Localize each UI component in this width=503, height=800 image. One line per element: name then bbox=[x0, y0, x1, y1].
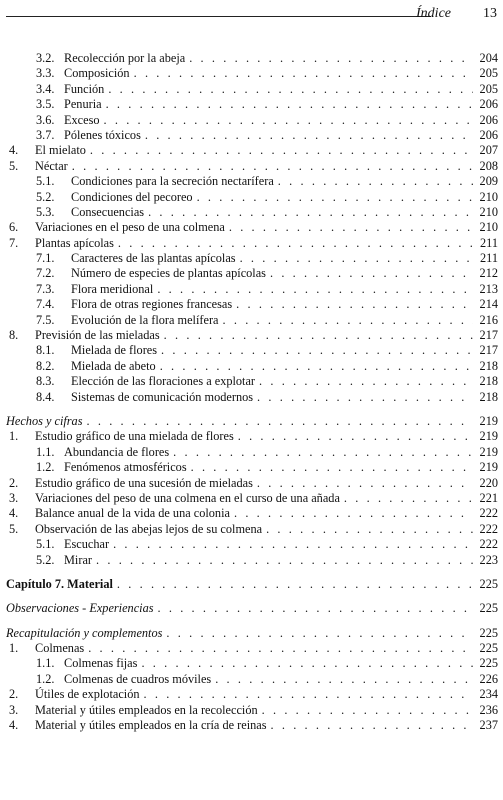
toc-entry-page: 217 bbox=[479, 343, 498, 358]
toc-entry-text: Observaciones - Experiencias bbox=[6, 601, 158, 616]
toc-entry-page: 210 bbox=[479, 189, 498, 204]
leader-dots bbox=[266, 522, 473, 537]
toc-entry-text: Néctar bbox=[35, 159, 72, 174]
toc-entry-label bbox=[64, 656, 473, 671]
toc-entry-page: 222 bbox=[479, 506, 498, 521]
toc-entry-label bbox=[35, 703, 473, 718]
toc-entry-page: 206 bbox=[479, 112, 498, 127]
leader-dots bbox=[278, 174, 473, 189]
leader-dots bbox=[197, 190, 473, 205]
toc-entry-number: 8.4. bbox=[36, 389, 55, 404]
toc-entry-text: Caracteres de las plantas apícolas bbox=[71, 251, 240, 266]
leader-dots bbox=[229, 220, 473, 235]
toc-entry-text: Condiciones para la secreción nectarífera bbox=[71, 174, 278, 189]
toc-entry-number: 5.3. bbox=[36, 204, 55, 219]
leader-dots bbox=[234, 506, 473, 521]
toc-entry-label bbox=[71, 174, 473, 189]
toc-entry bbox=[0, 190, 503, 205]
toc-entry-number: 2. bbox=[9, 475, 19, 490]
leader-dots bbox=[104, 113, 473, 128]
toc-entry bbox=[0, 113, 503, 128]
toc-entry-page: 220 bbox=[479, 475, 498, 490]
leader-dots bbox=[113, 537, 473, 552]
toc-entry-text: Exceso bbox=[64, 113, 104, 128]
toc-entry-text: Previsión de las mieladas bbox=[35, 328, 164, 343]
section-gap bbox=[0, 568, 503, 577]
toc-entry bbox=[0, 656, 503, 671]
toc-entry-text: Composición bbox=[64, 66, 134, 81]
toc-entry bbox=[0, 537, 503, 552]
toc-entry bbox=[0, 220, 503, 235]
toc-entry-page: 209 bbox=[479, 174, 498, 189]
toc-entry-label bbox=[71, 190, 473, 205]
toc-entry-page: 219 bbox=[479, 413, 498, 428]
toc-entry-label bbox=[71, 313, 473, 328]
toc-entry bbox=[0, 128, 503, 143]
toc-entry-page: 210 bbox=[479, 220, 498, 235]
toc-entry-text: Número de especies de plantas apícolas bbox=[71, 266, 270, 281]
leader-dots bbox=[88, 641, 473, 656]
leader-dots bbox=[173, 445, 473, 460]
leader-dots bbox=[223, 313, 474, 328]
toc-entry-text: Pólenes tóxicos bbox=[64, 128, 145, 143]
toc-entry-text: Material y útiles empleados en la cría de reinas bbox=[35, 718, 271, 733]
toc-entry-text: Balance anual de la vida de una colonia bbox=[35, 506, 234, 521]
section-gap bbox=[0, 617, 503, 626]
toc-entry bbox=[0, 703, 503, 718]
toc-entry bbox=[0, 476, 503, 491]
table-of-contents bbox=[0, 51, 503, 733]
toc-entry-page: 222 bbox=[479, 521, 498, 536]
toc-entry-page: 211 bbox=[480, 251, 498, 266]
toc-entry-page: 206 bbox=[479, 127, 498, 142]
leader-dots bbox=[257, 476, 473, 491]
leader-dots bbox=[270, 266, 473, 281]
section-gap bbox=[0, 592, 503, 601]
leader-dots bbox=[72, 159, 473, 174]
toc-entry-text: Hechos y cifras bbox=[6, 414, 87, 429]
toc-entry-text: Escuchar bbox=[64, 537, 113, 552]
toc-entry-number: 3.7. bbox=[36, 127, 55, 142]
toc-entry bbox=[0, 51, 503, 66]
toc-entry-page: 218 bbox=[479, 389, 498, 404]
leader-dots bbox=[161, 343, 473, 358]
toc-entry-label bbox=[6, 626, 473, 641]
toc-entry-label bbox=[64, 537, 473, 552]
toc-entry-label bbox=[35, 328, 473, 343]
toc-entry-number: 5. bbox=[9, 521, 19, 536]
toc-entry-number: 4. bbox=[9, 718, 19, 733]
toc-entry-text: Penuria bbox=[64, 97, 106, 112]
leader-dots bbox=[215, 672, 473, 687]
toc-entry-label bbox=[71, 251, 473, 266]
toc-entry-number: 5.1. bbox=[36, 174, 55, 189]
toc-entry-text: Observación de las abejas lejos de su colmena bbox=[35, 522, 266, 537]
toc-entry bbox=[0, 174, 503, 189]
toc-entry-number: 1.2. bbox=[36, 460, 55, 475]
toc-entry-number: 5.2. bbox=[36, 189, 55, 204]
toc-entry-label bbox=[6, 577, 473, 592]
leader-dots bbox=[118, 236, 473, 251]
toc-entry-label bbox=[6, 414, 473, 429]
toc-entry bbox=[0, 506, 503, 521]
toc-entry bbox=[0, 359, 503, 374]
toc-entry-text: Variaciones del peso de una colmena en el curso de una añada bbox=[35, 491, 344, 506]
toc-entry-text: Flora meridional bbox=[71, 282, 157, 297]
toc-entry bbox=[0, 641, 503, 656]
toc-entry-page: 204 bbox=[479, 51, 498, 65]
leader-dots bbox=[157, 282, 473, 297]
toc-entry-number: 3.5. bbox=[36, 97, 55, 112]
toc-entry-number: 8.2. bbox=[36, 358, 55, 373]
toc-entry-number: 4. bbox=[9, 506, 19, 521]
toc-entry bbox=[0, 672, 503, 687]
toc-entry-label bbox=[64, 672, 473, 687]
toc-entry-text: Estudio gráfico de una sucesión de mieladas bbox=[35, 476, 257, 491]
toc-entry-page: 208 bbox=[479, 158, 498, 173]
toc-entry-number: 3.6. bbox=[36, 112, 55, 127]
toc-entry-number: 3.4. bbox=[36, 81, 55, 96]
toc-entry bbox=[0, 577, 503, 592]
toc-entry-label bbox=[64, 51, 473, 66]
leader-dots bbox=[271, 718, 474, 733]
leader-dots bbox=[106, 97, 473, 112]
header-page-number: 13 bbox=[483, 6, 497, 21]
toc-entry-page: 225 bbox=[479, 641, 498, 656]
toc-entry-page: 222 bbox=[479, 537, 498, 552]
toc-entry-text: Fenómenos atmosféricos bbox=[64, 460, 191, 475]
toc-entry-page: 225 bbox=[479, 576, 498, 591]
toc-entry bbox=[0, 429, 503, 444]
toc-entry bbox=[0, 445, 503, 460]
toc-entry-text: Mielada de flores bbox=[71, 343, 161, 358]
toc-entry-label bbox=[71, 297, 473, 312]
toc-entry-number: 3. bbox=[9, 702, 19, 717]
toc-entry-label bbox=[71, 343, 473, 358]
toc-entry-label bbox=[6, 601, 473, 616]
toc-entry-page: 221 bbox=[479, 490, 498, 505]
toc-entry-text: Elección de las floraciones a explotar bbox=[71, 374, 259, 389]
leader-dots bbox=[238, 429, 473, 444]
header-rule bbox=[6, 16, 431, 17]
toc-entry bbox=[0, 313, 503, 328]
toc-entry-page: 218 bbox=[479, 358, 498, 373]
toc-entry-label bbox=[64, 445, 473, 460]
toc-entry bbox=[0, 205, 503, 220]
toc-entry-number: 7. bbox=[9, 235, 19, 250]
toc-entry-label bbox=[64, 460, 473, 475]
toc-entry-number: 1.2. bbox=[36, 671, 55, 686]
toc-entry-label bbox=[35, 506, 473, 521]
leader-dots bbox=[160, 359, 473, 374]
toc-entry bbox=[0, 491, 503, 506]
toc-entry-text: Variaciones en el peso de una colmena bbox=[35, 220, 229, 235]
toc-entry-number: 1. bbox=[9, 641, 19, 656]
toc-entry bbox=[0, 626, 503, 641]
toc-entry-label bbox=[64, 82, 473, 97]
toc-entry-label bbox=[35, 718, 473, 733]
toc-entry bbox=[0, 553, 503, 568]
toc-entry-page: 225 bbox=[479, 601, 498, 616]
toc-entry-number: 3. bbox=[9, 490, 19, 505]
toc-entry-page: 211 bbox=[480, 235, 498, 250]
leader-dots bbox=[259, 374, 473, 389]
leader-dots bbox=[236, 297, 473, 312]
toc-entry-text: Función bbox=[64, 82, 108, 97]
toc-entry-label bbox=[64, 66, 473, 81]
toc-entry-label bbox=[35, 220, 473, 235]
leader-dots bbox=[134, 66, 473, 81]
toc-entry bbox=[0, 460, 503, 475]
toc-entry-label bbox=[35, 687, 473, 702]
toc-entry bbox=[0, 718, 503, 733]
toc-entry-page: 219 bbox=[479, 460, 498, 475]
toc-entry-number: 1.1. bbox=[36, 656, 55, 671]
toc-entry-text: Sistemas de comunicación modernos bbox=[71, 390, 257, 405]
toc-entry bbox=[0, 297, 503, 312]
toc-entry-page: 213 bbox=[479, 281, 498, 296]
toc-entry-page: 205 bbox=[479, 66, 498, 81]
toc-entry-label bbox=[71, 374, 473, 389]
toc-entry-page: 218 bbox=[479, 374, 498, 389]
toc-entry-number: 7.5. bbox=[36, 312, 55, 327]
toc-entry-label bbox=[35, 641, 473, 656]
toc-entry-text: Evolución de la flora melífera bbox=[71, 313, 223, 328]
leader-dots bbox=[144, 687, 474, 702]
toc-entry-text: Mielada de abeto bbox=[71, 359, 160, 374]
toc-entry-page: 216 bbox=[479, 312, 498, 327]
toc-entry bbox=[0, 374, 503, 389]
toc-entry bbox=[0, 82, 503, 97]
toc-entry-text: Recolección por la abeja bbox=[64, 51, 189, 66]
toc-entry-text: Material y útiles empleados en la recolección bbox=[35, 703, 262, 718]
toc-entry-page: 225 bbox=[479, 656, 498, 671]
toc-entry-text: Consecuencias bbox=[71, 205, 148, 220]
leader-dots bbox=[191, 460, 473, 475]
toc-entry-number: 1. bbox=[9, 429, 19, 444]
toc-entry-page: 205 bbox=[479, 81, 498, 96]
leader-dots bbox=[164, 328, 473, 343]
toc-entry-number: 1.1. bbox=[36, 444, 55, 459]
toc-entry-text: Abundancia de flores bbox=[64, 445, 173, 460]
toc-entry-number: 7.3. bbox=[36, 281, 55, 296]
leader-dots bbox=[344, 491, 473, 506]
leader-dots bbox=[87, 414, 474, 429]
toc-entry-label bbox=[71, 205, 473, 220]
toc-entry-label bbox=[35, 143, 473, 158]
toc-entry-text: Condiciones del pecoreo bbox=[71, 190, 197, 205]
toc-entry-text: Flora de otras regiones francesas bbox=[71, 297, 236, 312]
leader-dots bbox=[262, 703, 473, 718]
toc-entry-number: 7.2. bbox=[36, 266, 55, 281]
toc-entry-label bbox=[71, 359, 473, 374]
toc-entry bbox=[0, 66, 503, 81]
leader-dots bbox=[166, 626, 473, 641]
page-header bbox=[0, 4, 503, 26]
toc-entry-label bbox=[71, 282, 473, 297]
toc-entry-number: 7.4. bbox=[36, 297, 55, 312]
toc-entry-label bbox=[35, 159, 473, 174]
leader-dots bbox=[240, 251, 473, 266]
toc-entry-number: 6. bbox=[9, 220, 19, 235]
toc-entry-label bbox=[35, 476, 473, 491]
header-title: Índice bbox=[416, 6, 451, 21]
toc-entry bbox=[0, 143, 503, 158]
toc-entry-page: 219 bbox=[479, 429, 498, 444]
toc-entry bbox=[0, 343, 503, 358]
toc-entry-label bbox=[35, 491, 473, 506]
toc-entry bbox=[0, 159, 503, 174]
toc-entry-label bbox=[64, 113, 473, 128]
toc-entry-text: Recapitulación y complementos bbox=[6, 626, 166, 641]
leader-dots bbox=[96, 553, 473, 568]
toc-entry-page: 226 bbox=[479, 671, 498, 686]
toc-entry-number: 3.3. bbox=[36, 66, 55, 81]
toc-entry-number: 8.1. bbox=[36, 343, 55, 358]
toc-entry bbox=[0, 601, 503, 616]
toc-entry-page: 210 bbox=[479, 204, 498, 219]
toc-entry-page: 207 bbox=[479, 143, 498, 158]
toc-entry-page: 223 bbox=[479, 552, 498, 567]
toc-entry-number: 3.2. bbox=[36, 51, 55, 65]
toc-entry-text: Colmenas bbox=[35, 641, 88, 656]
toc-entry-label bbox=[71, 266, 473, 281]
toc-entry-text: Mirar bbox=[64, 553, 96, 568]
section-gap bbox=[0, 405, 503, 414]
toc-entry-label bbox=[64, 553, 473, 568]
toc-entry-page: 237 bbox=[479, 718, 498, 733]
toc-entry bbox=[0, 236, 503, 251]
toc-entry-page: 214 bbox=[479, 297, 498, 312]
toc-entry bbox=[0, 328, 503, 343]
toc-entry-label bbox=[71, 390, 473, 405]
toc-entry-text: Capítulo 7. Material bbox=[6, 577, 117, 592]
toc-entry bbox=[0, 282, 503, 297]
leader-dots bbox=[257, 390, 473, 405]
leader-dots bbox=[117, 577, 473, 592]
toc-entry-number: 2. bbox=[9, 687, 19, 702]
toc-entry-number: 5.1. bbox=[36, 537, 55, 552]
toc-entry-page: 217 bbox=[479, 328, 498, 343]
toc-entry-number: 5. bbox=[9, 158, 19, 173]
toc-entry bbox=[0, 390, 503, 405]
toc-entry bbox=[0, 687, 503, 702]
toc-entry-text: Colmenas de cuadros móviles bbox=[64, 672, 215, 687]
toc-entry-page: 219 bbox=[479, 444, 498, 459]
toc-entry-label bbox=[35, 522, 473, 537]
toc-entry-page: 206 bbox=[479, 97, 498, 112]
toc-entry bbox=[0, 266, 503, 281]
toc-entry-text: Estudio gráfico de una mielada de flores bbox=[35, 429, 238, 444]
toc-entry bbox=[0, 251, 503, 266]
toc-entry-number: 8.3. bbox=[36, 374, 55, 389]
toc-entry-label bbox=[35, 236, 473, 251]
toc-entry-text: Útiles de explotación bbox=[35, 687, 144, 702]
leader-dots bbox=[148, 205, 473, 220]
leader-dots bbox=[90, 143, 473, 158]
toc-entry-label bbox=[64, 128, 473, 143]
toc-entry-text: Plantas apícolas bbox=[35, 236, 118, 251]
toc-entry bbox=[0, 414, 503, 429]
leader-dots bbox=[189, 51, 473, 66]
toc-entry-number: 5.2. bbox=[36, 552, 55, 567]
toc-entry-number: 7.1. bbox=[36, 251, 55, 266]
toc-entry-page: 225 bbox=[479, 625, 498, 640]
toc-entry-page: 234 bbox=[479, 687, 498, 702]
toc-entry bbox=[0, 522, 503, 537]
leader-dots bbox=[108, 82, 473, 97]
toc-entry-page: 212 bbox=[479, 266, 498, 281]
toc-entry-page: 236 bbox=[479, 702, 498, 717]
toc-entry-label bbox=[64, 97, 473, 112]
toc-entry-text: El mielato bbox=[35, 143, 90, 158]
toc-entry-text: Colmenas fijas bbox=[64, 656, 141, 671]
toc-entry bbox=[0, 97, 503, 112]
toc-entry-label bbox=[35, 429, 473, 444]
toc-entry-number: 4. bbox=[9, 143, 19, 158]
leader-dots bbox=[141, 656, 473, 671]
leader-dots bbox=[158, 601, 473, 616]
toc-entry-number: 8. bbox=[9, 328, 19, 343]
leader-dots bbox=[145, 128, 473, 143]
